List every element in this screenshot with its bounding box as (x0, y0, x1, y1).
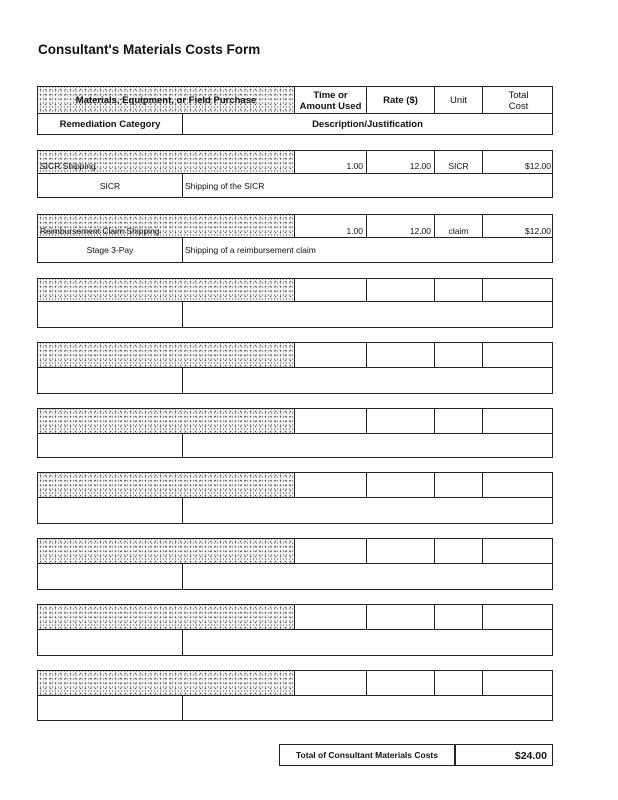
row-7-description-cell[interactable] (182, 564, 552, 589)
row-6-top (37, 472, 553, 498)
row-8-top (37, 604, 553, 630)
row-4-total-cell[interactable] (482, 343, 554, 367)
row-6-rate-cell[interactable] (366, 473, 434, 497)
row-6-item-cell[interactable] (38, 473, 294, 497)
row-1-category[interactable]: SICR (99, 181, 121, 191)
form-title: Consultant's Materials Costs Form (38, 42, 261, 57)
row-4-amount-cell[interactable] (294, 343, 366, 367)
row-3-total-cell[interactable] (482, 279, 554, 301)
row-6-total-cell[interactable] (482, 473, 554, 497)
row-1-amount: 1.00 (346, 161, 363, 171)
total-label-box (279, 744, 455, 766)
row-3-amount-cell[interactable] (294, 279, 366, 301)
row-1-rate: 12.00 (409, 161, 431, 171)
row-2-description: Shipping of a reimbursement claim (185, 245, 316, 255)
row-7-amount-cell[interactable] (294, 539, 366, 563)
row-6-description-cell[interactable] (182, 498, 552, 523)
row-5-item-cell[interactable] (38, 409, 294, 433)
row-4-rate-cell[interactable] (366, 343, 434, 367)
header-description-cell (182, 114, 552, 134)
header-amount-label-1: Time or (313, 90, 348, 101)
row-3-item-cell[interactable] (38, 279, 294, 301)
row-5-bottom (37, 434, 553, 458)
header-unit-cell (434, 87, 482, 113)
header-rate-label: Rate ($) (383, 95, 418, 106)
row-8-rate-cell[interactable] (366, 605, 434, 629)
row-1-description-cell[interactable] (182, 174, 552, 197)
header-rate-cell (366, 87, 434, 113)
row-3-bottom (37, 302, 553, 328)
row-8-total-cell[interactable] (482, 605, 554, 629)
row-2-rate: 12.00 (409, 226, 431, 236)
row-2-amount-cell[interactable] (294, 215, 366, 237)
row-1-unit-cell[interactable] (434, 151, 482, 173)
row-2-category[interactable]: Stage 3-Pay (86, 245, 134, 255)
row-9-description-cell[interactable] (182, 696, 552, 720)
header-amount-label-2: Amount Used (299, 101, 362, 112)
row-9-top (37, 670, 553, 696)
row-2-unit: claim (448, 226, 469, 236)
row-8-description-cell[interactable] (182, 630, 552, 655)
row-5-unit-cell[interactable] (434, 409, 482, 433)
header-purchase-cell (38, 87, 294, 113)
total-value: $24.00 (514, 750, 547, 762)
row-2-item: Reimbursement Claim Shipping (40, 226, 160, 236)
row-2-total-cell[interactable] (482, 215, 554, 237)
row-3-top (37, 278, 553, 302)
row-2-amount: 1.00 (346, 226, 363, 236)
row-8-amount-cell[interactable] (294, 605, 366, 629)
row-4-top (37, 342, 553, 368)
row-3-rate-cell[interactable] (366, 279, 434, 301)
row-9-rate-cell[interactable] (366, 671, 434, 695)
row-5-total-cell[interactable] (482, 409, 554, 433)
row-9-total-cell[interactable] (482, 671, 554, 695)
row-2-total: $12.00 (525, 226, 551, 236)
row-2-bottom (37, 238, 553, 263)
header-total-cell (482, 87, 554, 113)
row-9-bottom (37, 696, 553, 721)
header-category-label: Remediation Category (59, 119, 161, 130)
row-2-top (37, 214, 553, 238)
row-7-total-cell[interactable] (482, 539, 554, 563)
header-unit-label: Unit (450, 95, 467, 106)
row-7-item-cell[interactable] (38, 539, 294, 563)
row-1-item-cell[interactable] (38, 151, 294, 173)
row-9-amount-cell[interactable] (294, 671, 366, 695)
row-2-rate-cell[interactable] (366, 215, 434, 237)
row-8-unit-cell[interactable] (434, 605, 482, 629)
header-description-label: Description/Justification (312, 119, 423, 130)
row-1-amount-cell[interactable] (294, 151, 366, 173)
row-1-item: SICR Shipping (40, 161, 96, 171)
row-6-unit-cell[interactable] (434, 473, 482, 497)
row-4-unit-cell[interactable] (434, 343, 482, 367)
row-1-total-cell[interactable] (482, 151, 554, 173)
row-4-item-cell[interactable] (38, 343, 294, 367)
row-7-unit-cell[interactable] (434, 539, 482, 563)
row-1-description: Shipping of the SICR (185, 181, 265, 191)
header-total-label-2: Cost (508, 101, 529, 112)
total-label: Total of Consultant Materials Costs (296, 750, 438, 760)
row-6-bottom (37, 498, 553, 524)
row-1-bottom (37, 174, 553, 198)
total-value-box (455, 744, 553, 766)
header-bottom-row (37, 114, 553, 135)
row-1-rate-cell[interactable] (366, 151, 434, 173)
row-1-top (37, 150, 553, 174)
row-9-item-cell[interactable] (38, 671, 294, 695)
row-5-top (37, 408, 553, 434)
row-5-description-cell[interactable] (182, 434, 552, 457)
row-9-unit-cell[interactable] (434, 671, 482, 695)
row-8-item-cell[interactable] (38, 605, 294, 629)
row-7-rate-cell[interactable] (366, 539, 434, 563)
row-1-total: $12.00 (525, 161, 551, 171)
row-7-top (37, 538, 553, 564)
row-5-amount-cell[interactable] (294, 409, 366, 433)
row-4-description-cell[interactable] (182, 368, 552, 393)
row-2-item-cell[interactable] (38, 215, 294, 237)
header-top-row (37, 86, 553, 114)
row-4-bottom (37, 368, 553, 394)
header-total-label-1: Total (508, 90, 529, 101)
row-6-amount-cell[interactable] (294, 473, 366, 497)
row-5-rate-cell[interactable] (366, 409, 434, 433)
row-3-unit-cell[interactable] (434, 279, 482, 301)
row-2-description-cell[interactable] (182, 238, 552, 262)
row-7-bottom (37, 564, 553, 590)
row-8-bottom (37, 630, 553, 656)
row-1-unit: SICR (448, 161, 469, 171)
row-3-description-cell[interactable] (182, 302, 552, 327)
header-purchase-label: Materials, Equipment, or Field Purchase (75, 95, 257, 106)
row-2-unit-cell[interactable] (434, 215, 482, 237)
header-amount-cell (294, 87, 366, 113)
